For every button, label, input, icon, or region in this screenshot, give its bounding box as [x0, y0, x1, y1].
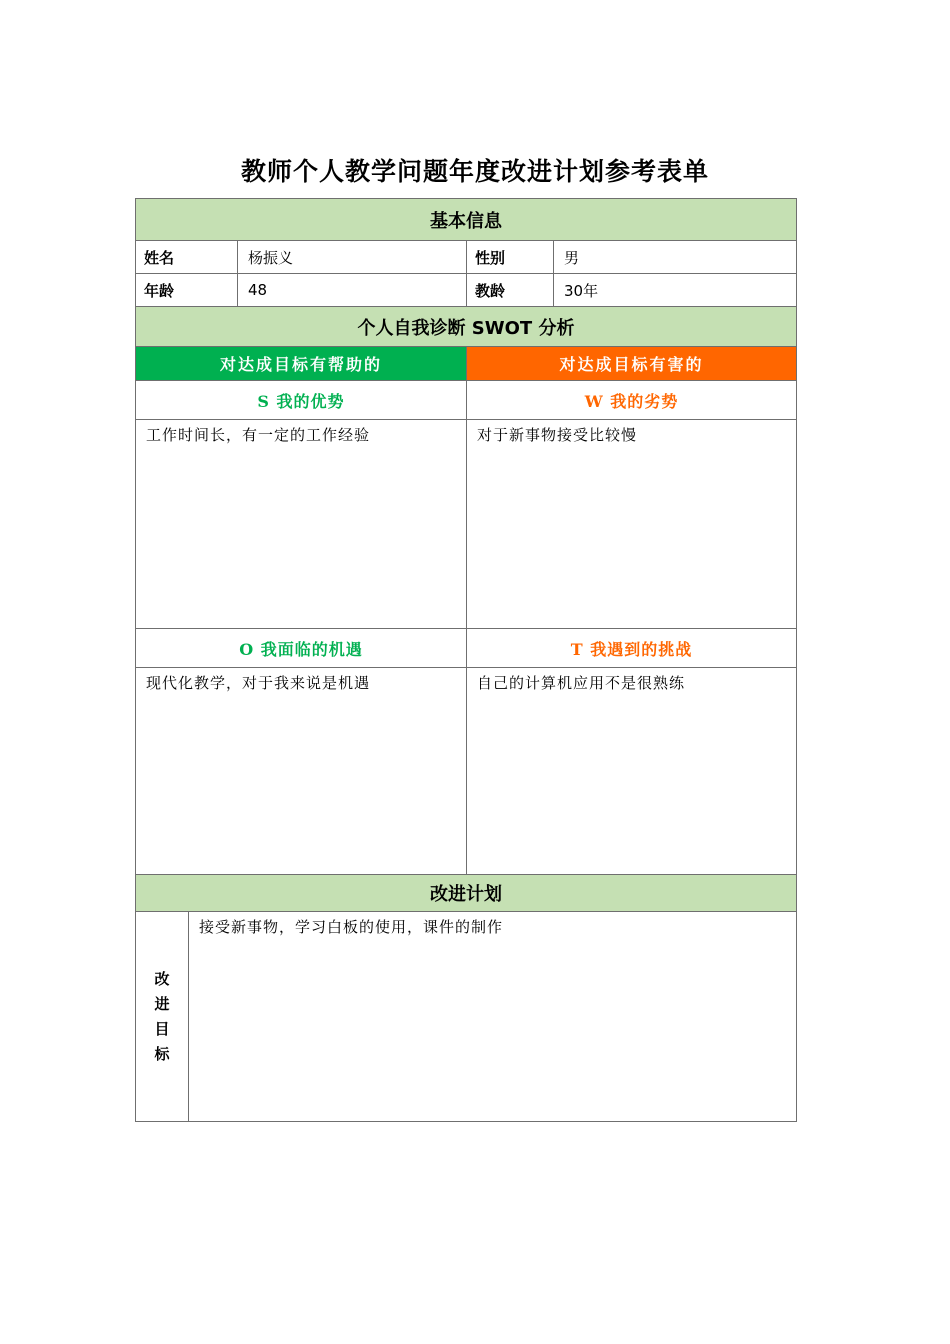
teaching-years-label: 教龄 — [466, 273, 554, 307]
strengths-title: S 我的优势 — [135, 380, 467, 420]
helpful-header: 对达成目标有帮助的 — [135, 346, 467, 381]
goal-label-char: 标 — [154, 1044, 170, 1063]
weaknesses-title: W 我的劣势 — [466, 380, 797, 420]
harmful-header: 对达成目标有害的 — [466, 346, 797, 381]
teaching-years-value: 30年 — [553, 273, 797, 307]
improvement-plan-header: 改进计划 — [135, 874, 797, 912]
age-label: 年龄 — [135, 273, 238, 307]
goal-label-char: 目 — [154, 1019, 170, 1038]
plan-form-table — [135, 198, 797, 1122]
swot-header: 个人自我诊断 SWOT 分析 — [135, 306, 797, 347]
improvement-goal-text: 接受新事物，学习白板的使用，课件的制作 — [188, 911, 797, 1122]
gender-value: 男 — [553, 240, 797, 274]
goal-label-char: 进 — [154, 994, 170, 1013]
age-value: 48 — [237, 273, 467, 307]
improvement-goal-label — [135, 911, 189, 1122]
goal-label-char: 改 — [154, 969, 170, 988]
name-value: 杨振义 — [237, 240, 467, 274]
threats-title: T 我遇到的挑战 — [466, 628, 797, 668]
weaknesses-text: 对于新事物接受比较慢 — [466, 419, 797, 629]
opportunities-text: 现代化教学，对于我来说是机遇 — [135, 667, 467, 875]
opportunities-title: O 我面临的机遇 — [135, 628, 467, 668]
name-label: 姓名 — [135, 240, 238, 274]
document-title: 教师个人教学问题年度改进计划参考表单 — [240, 157, 709, 186]
gender-label: 性别 — [466, 240, 554, 274]
basic-info-header: 基本信息 — [135, 198, 797, 241]
threats-text: 自己的计算机应用不是很熟练 — [466, 667, 797, 875]
strengths-text: 工作时间长，有一定的工作经验 — [135, 419, 467, 629]
